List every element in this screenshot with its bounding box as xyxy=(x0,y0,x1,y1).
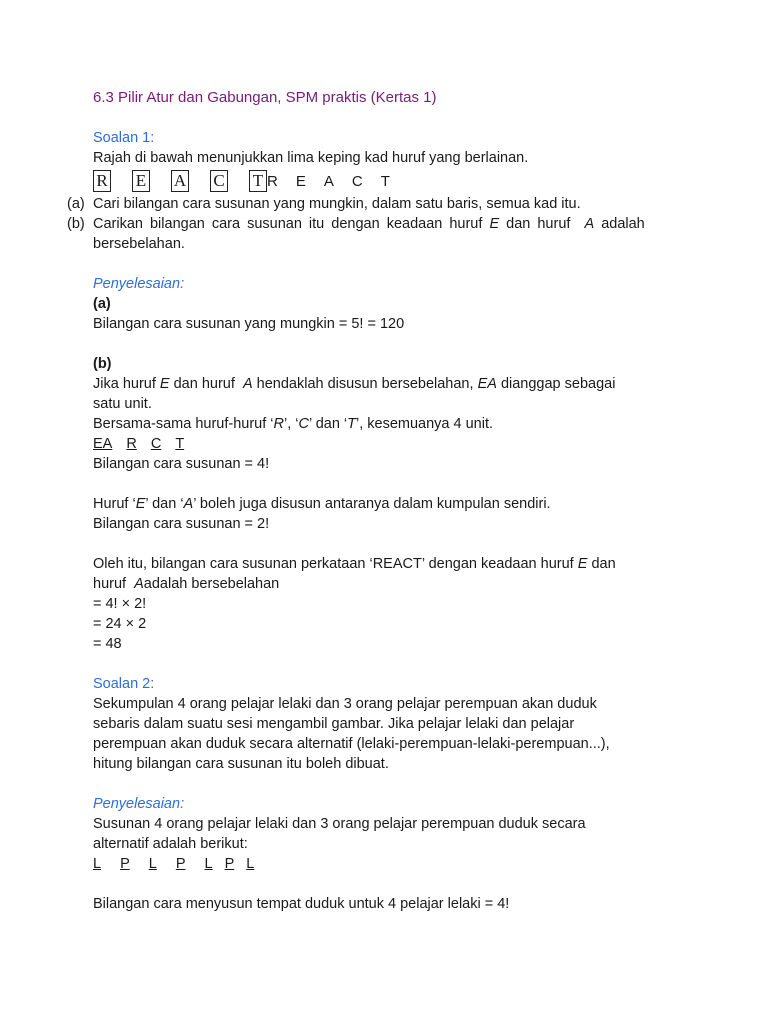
variable-e: E xyxy=(135,496,146,512)
variable-e: E xyxy=(159,376,170,392)
solution1-part-a-label: (a) xyxy=(93,296,111,312)
units-row xyxy=(93,434,683,454)
solution1-b-line7: Bilangan cara susunan = 2! xyxy=(93,516,270,532)
text: hendaklah disusun bersebelahan, xyxy=(256,376,474,392)
q2-line: Sekumpulan 4 orang pelajar lelaki dan 3 orang pelajar perempuan akan duduk xyxy=(93,696,597,712)
letter-card: A xyxy=(171,170,189,192)
unit-item: T xyxy=(175,436,185,452)
letter-cards xyxy=(93,169,683,193)
document-page xyxy=(67,88,683,914)
solution1-part-b-label: (b) xyxy=(93,356,112,372)
text: ’ dan ‘ xyxy=(308,416,348,432)
variable-t: T xyxy=(347,416,356,432)
solution1-b-line6 xyxy=(93,494,683,514)
q1-heading: Soalan 1: xyxy=(93,130,155,146)
q1-part-b-text: Carikan bilangan cara susunan itu dengan keadaan huruf xyxy=(93,216,483,232)
list-marker: (b) xyxy=(67,216,85,232)
text: ’ boleh juga disusun antaranya dalam kumpulan sendiri. xyxy=(193,496,551,512)
calc-line: = 24 × 2 xyxy=(93,616,147,632)
text: dianggap sebagai xyxy=(500,376,616,392)
q1-part-b-text: adalah xyxy=(601,216,645,232)
variable-a: A xyxy=(134,576,144,592)
plain-letter: A xyxy=(323,172,334,190)
seat-item: L xyxy=(246,856,255,872)
unit-item: R xyxy=(126,436,137,452)
solution1-b-line3 xyxy=(93,414,683,434)
q1-part-b-text: dan huruf xyxy=(506,216,571,232)
solution1-part-a-answer: Bilangan cara susunan yang mungkin = 5! = 120 xyxy=(93,316,405,332)
variable-a: A xyxy=(584,216,595,232)
text: Oleh itu, bilangan cara susunan perkataan ‘REACT’ dengan keadaan huruf xyxy=(93,556,574,572)
variable-ea: EA xyxy=(477,376,497,392)
text: Bersama-sama huruf-huruf ‘ xyxy=(93,416,274,432)
text: Jika huruf xyxy=(93,376,156,392)
document-title: 6.3 Pilir Atur dan Gabungan, SPM praktis (Kertas 1) xyxy=(93,89,437,106)
text: huruf xyxy=(93,576,127,592)
letter-card: T xyxy=(249,170,267,192)
seat-item: L xyxy=(204,856,213,872)
variable-a: A xyxy=(242,376,253,392)
solution1-b-line1 xyxy=(93,374,683,394)
calc-line: = 48 xyxy=(93,636,122,652)
q1-part-a-text: Cari bilangan cara susunan yang mungkin, dalam satu baris, semua kad itu. xyxy=(93,196,581,212)
plain-letter: E xyxy=(295,172,306,190)
seats-row xyxy=(93,854,683,874)
seat-item: P xyxy=(224,856,235,872)
solution2-line: Susunan 4 orang pelajar lelaki dan 3 orang pelajar perempuan duduk secara xyxy=(93,816,586,832)
letter-card: R xyxy=(93,170,111,192)
q1-intro: Rajah di bawah menunjukkan lima keping kad huruf yang berlainan. xyxy=(93,150,529,166)
q2-line: perempuan akan duduk secara alternatif (lelaki-perempuan-lelaki-perempuan...), xyxy=(93,736,610,752)
solution2-heading: Penyelesaian: xyxy=(93,796,185,812)
q2-line: hitung bilangan cara susunan itu boleh dibuat. xyxy=(93,756,389,772)
text: ’ dan ‘ xyxy=(145,496,184,512)
text: dan xyxy=(591,556,616,572)
text: dan huruf xyxy=(173,376,235,392)
q1-part-b xyxy=(67,214,683,234)
q2-heading: Soalan 2: xyxy=(93,676,155,692)
plain-letter: T xyxy=(380,172,390,190)
text: ’, kesemuanya 4 unit. xyxy=(356,416,494,432)
variable-e: E xyxy=(577,556,588,572)
plain-letter: R xyxy=(267,172,278,190)
variable-e: E xyxy=(489,216,500,232)
seat-item: L xyxy=(93,856,102,872)
solution2-line: Bilangan cara menyusun tempat duduk untuk 4 pelajar lelaki = 4! xyxy=(93,896,510,912)
unit-item: EA xyxy=(93,436,113,452)
text: Huruf ‘ xyxy=(93,496,136,512)
q1-part-b-cont: bersebelahan. xyxy=(93,236,185,252)
solution1-b-line5: Bilangan cara susunan = 4! xyxy=(93,456,270,472)
seat-item: L xyxy=(148,856,157,872)
solution2-line: alternatif adalah berikut: xyxy=(93,836,248,852)
unit-item: C xyxy=(150,436,162,452)
q1-part-a xyxy=(67,194,683,214)
text: ’, ‘ xyxy=(284,416,299,432)
variable-a: A xyxy=(183,496,194,512)
variable-r: R xyxy=(273,416,284,432)
list-marker: (a) xyxy=(67,196,85,212)
plain-letters xyxy=(267,173,408,190)
solution1-heading: Penyelesaian: xyxy=(93,276,185,292)
letter-card: C xyxy=(210,170,228,192)
text: adalah bersebelahan xyxy=(143,576,280,592)
solution1-b-line8 xyxy=(93,554,683,574)
q2-line: sebaris dalam suatu sesi mengambil gambar. Jika pelajar lelaki dan pelajar xyxy=(93,716,575,732)
solution1-b-line2: satu unit. xyxy=(93,396,152,412)
calc-line: = 4! × 2! xyxy=(93,596,147,612)
solution1-b-line9 xyxy=(93,574,683,594)
letter-card: E xyxy=(132,170,150,192)
seat-item: P xyxy=(175,856,186,872)
variable-c: C xyxy=(298,416,309,432)
plain-letter: C xyxy=(351,172,363,190)
seat-item: P xyxy=(120,856,130,872)
